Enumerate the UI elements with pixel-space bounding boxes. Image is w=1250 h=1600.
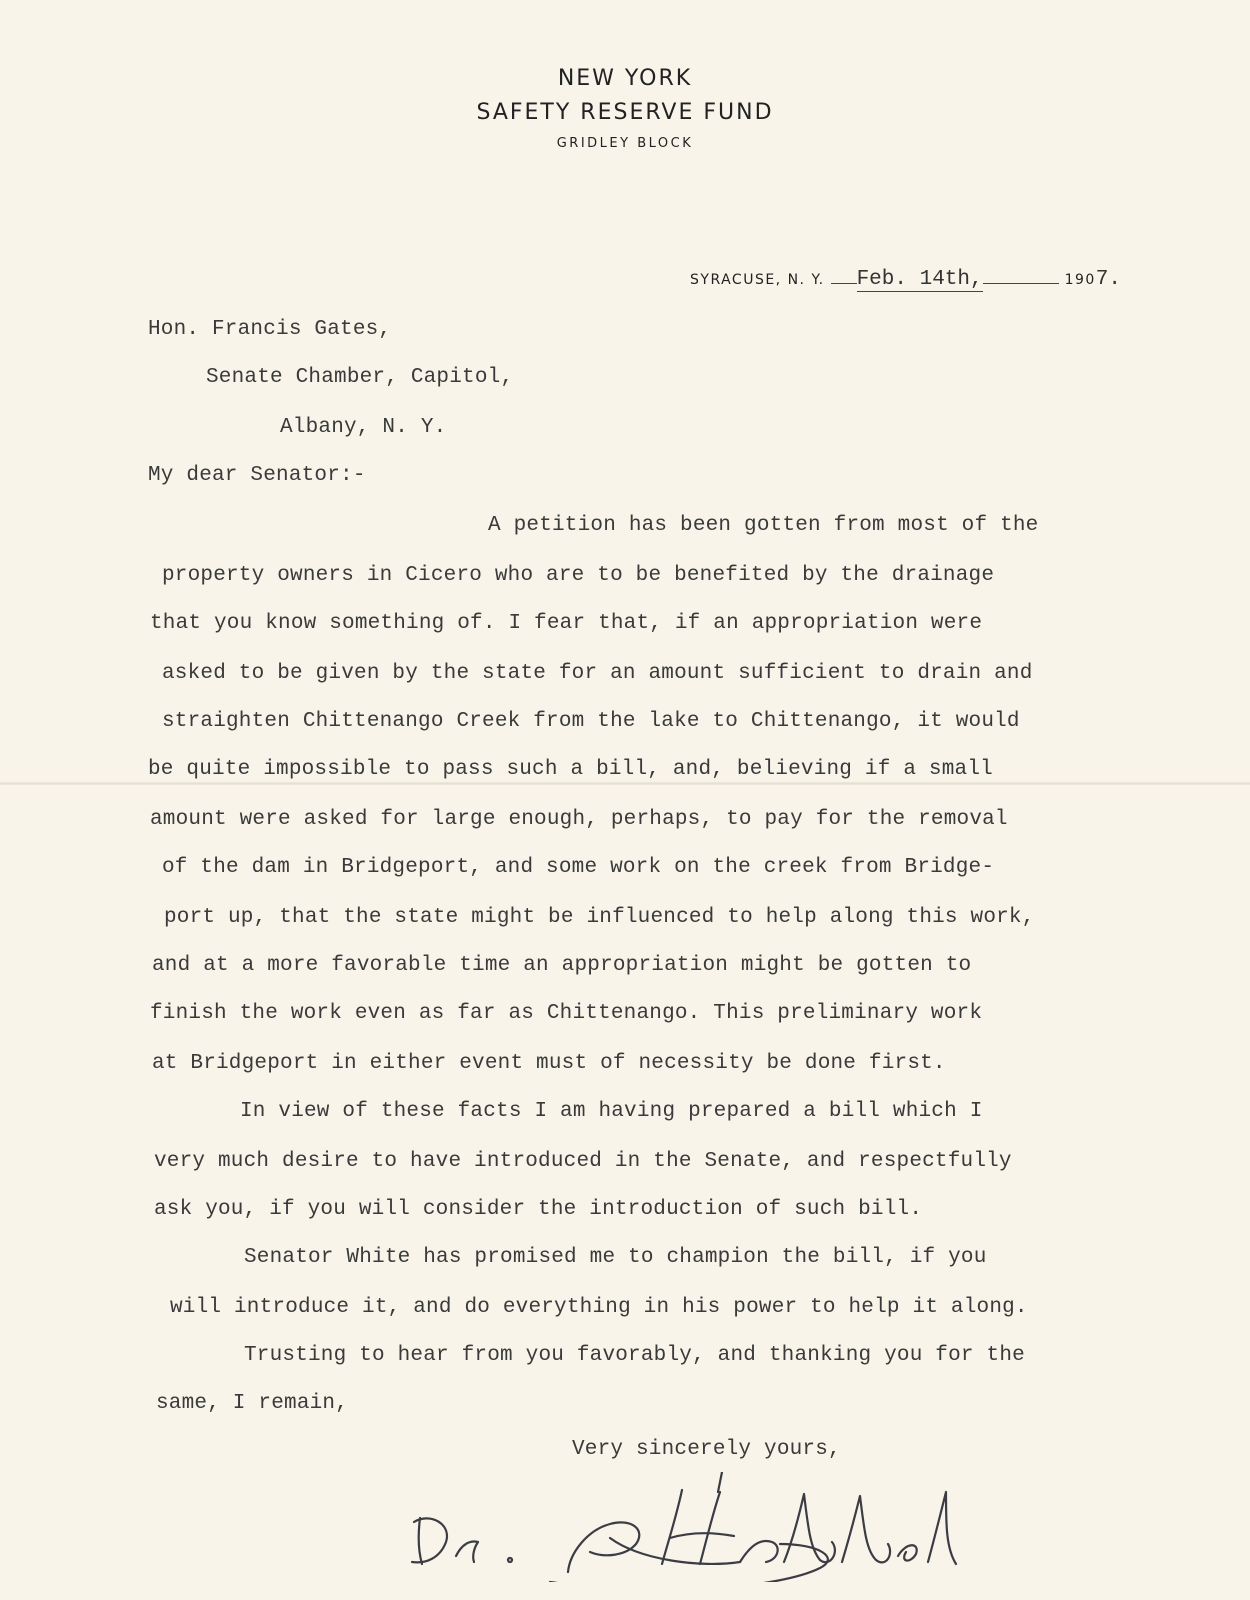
dateline-year-printed: 190 xyxy=(1064,272,1096,288)
body-line: and at a more favorable time an appropriation might be gotten to xyxy=(152,954,972,977)
body-line: be quite impossible to pass such a bill, and, believing if a small xyxy=(148,758,993,781)
address-line-3: Albany, N. Y. xyxy=(280,416,447,439)
body-line: amount were asked for large enough, perhaps, to pay for the removal xyxy=(150,808,1008,831)
dateline-rule xyxy=(983,283,1059,284)
closing: Very sincerely yours, xyxy=(572,1438,841,1461)
dateline-place: SYRACUSE, N. Y. xyxy=(690,272,825,288)
body-line: that you know something of. I fear that, if an appropriation were xyxy=(150,612,983,635)
body-line: same, I remain, xyxy=(156,1392,349,1415)
body-line: of the dam in Bridgeport, and some work on the creek from Bridge- xyxy=(162,856,995,879)
body-line: property owners in Cicero who are to be benefited by the drainage xyxy=(162,564,995,587)
letterhead-line-3: GRIDLEY BLOCK xyxy=(556,136,694,151)
address-line-2: Senate Chamber, Capitol, xyxy=(206,366,514,389)
body-line: ask you, if you will consider the introduction of such bill. xyxy=(154,1198,923,1221)
body-line: A petition has been gotten from most of the xyxy=(488,514,1039,537)
paper-fold xyxy=(0,782,1250,785)
body-line: Trusting to hear from you favorably, and thanking you for the xyxy=(244,1344,1025,1367)
dateline-date: Feb. 14th, xyxy=(856,268,983,291)
letterhead-line-1: NEW YORK xyxy=(557,66,693,91)
body-line: straighten Chittenango Creek from the lake to Chittenango, it would xyxy=(162,710,1020,733)
dateline-rule xyxy=(831,283,857,284)
salutation: My dear Senator:- xyxy=(148,464,366,487)
body-line: In view of these facts I am having prepared a bill which I xyxy=(240,1100,983,1123)
body-line: Senator White has promised me to champion the bill, if you xyxy=(244,1246,987,1269)
body-line: at Bridgeport in either event must of necessity be done first. xyxy=(152,1052,946,1075)
letterhead-line-2: SAFETY RESERVE FUND xyxy=(476,100,774,125)
handwritten-signature-icon xyxy=(400,1472,960,1582)
body-line: finish the work even as far as Chittenango. This preliminary work xyxy=(150,1002,983,1025)
dateline xyxy=(690,268,1121,292)
dateline-year-typed: 7. xyxy=(1095,268,1122,291)
body-line: very much desire to have introduced in the Senate, and respectfully xyxy=(154,1150,1012,1173)
body-line: asked to be given by the state for an amount sufficient to drain and xyxy=(162,662,1033,685)
body-line: will introduce it, and do everything in his power to help it along. xyxy=(170,1296,1028,1319)
body-line: port up, that the state might be influenced to help along this work, xyxy=(164,906,1035,929)
address-line-1: Hon. Francis Gates, xyxy=(148,318,392,341)
